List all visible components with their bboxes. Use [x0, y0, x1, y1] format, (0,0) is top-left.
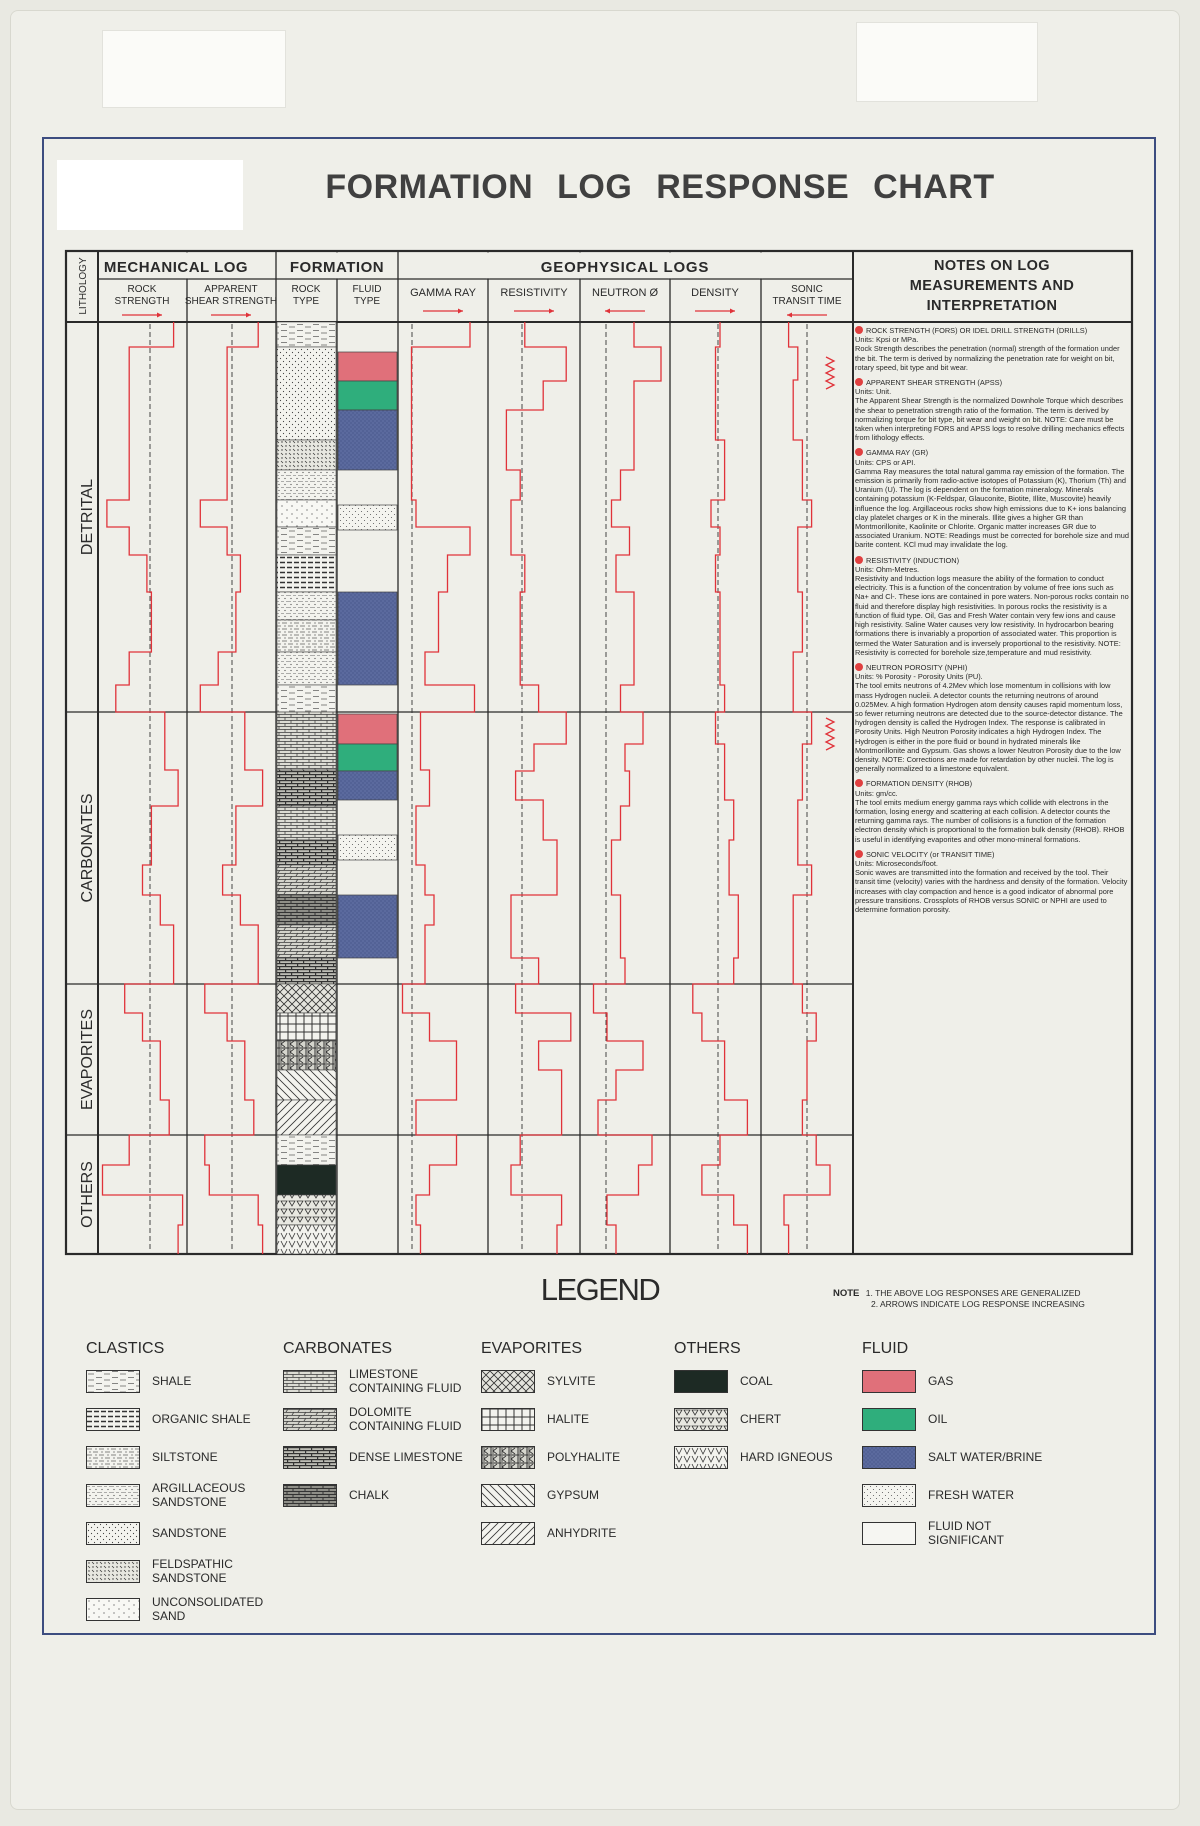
note-6	[855, 850, 1129, 914]
legend-item	[86, 1400, 282, 1438]
notes-header-line-2: INTERPRETATION	[926, 298, 1058, 314]
rock-band-argsand	[277, 652, 336, 685]
rock-band-gypsum	[277, 1070, 336, 1100]
note-body: Gamma Ray measures the total natural gamma ray emission of the formation. The emission is primarily from radio-active isotopes of Potassium (K), Thorium (Th) and Uranium (U). The log is dependent on the formation mineralogy. Minerals containing potassium (K-Feldspar, Glauconite, Biotite, Illite, Muscovite) heavily influence the log. Argillaceous rocks show high emissions due to K+ ions balancing clay platelet charges or K in the minerals. Illite gives a higher GR than Montmorillonite, Kaolinite or Chlorite. Organic matter increases GR due to associated Uranium. NOTE: Readings must be corrected for borehole size and mud barite content. KCl mud may invalidate the log.	[855, 466, 1129, 550]
note-2	[855, 448, 1129, 549]
note-units: Units: Unit.	[855, 387, 892, 397]
note-head	[855, 850, 1129, 859]
lithology-label-carbonates: CARBONATES	[79, 793, 97, 903]
rock-band-denselime	[277, 958, 336, 984]
legend-group-carbonates	[283, 1340, 479, 1514]
legend-item	[674, 1438, 833, 1476]
lithology-header: LITHOLOGY	[78, 257, 89, 315]
fluid-band-gas	[338, 352, 397, 381]
rock-band-polyhalite	[277, 1041, 336, 1070]
note-units: Units: Kpsi or MPa.	[855, 335, 919, 345]
fluid-band-gas	[338, 714, 397, 744]
column-arrowhead-6	[605, 309, 610, 314]
legend-item	[674, 1400, 833, 1438]
legend-group-others	[674, 1340, 833, 1476]
legend-swatch-anhydrite	[481, 1522, 535, 1545]
note-title: NEUTRON POROSITY (NPHI)	[866, 662, 968, 672]
legend-swatch-polyhalite	[481, 1446, 535, 1469]
note-bullet-icon	[855, 779, 863, 787]
legend-item	[86, 1362, 282, 1400]
lithology-label-evaporites: EVAPORITES	[79, 1008, 97, 1111]
legend-swatch-chalk	[283, 1484, 337, 1507]
legend-note	[833, 1288, 1113, 1310]
geophysical-logs-header: GEOPHYSICAL LOGS	[540, 259, 710, 276]
note-units: Units: Microseconds/foot.	[855, 858, 938, 868]
legend-swatch-dolomite	[283, 1408, 337, 1431]
log-curve-5	[403, 322, 475, 1254]
rock-band-orgshale	[277, 555, 336, 592]
legend-label: SYLVITE	[547, 1374, 596, 1388]
note-bullet-icon	[855, 663, 863, 671]
legend-swatch-oil	[862, 1408, 916, 1431]
legend-label: CHALK	[349, 1488, 390, 1502]
note-title: FORMATION DENSITY (RHOB)	[866, 779, 973, 789]
rock-band-halite	[277, 1013, 336, 1041]
legend-label: HALITE	[547, 1412, 590, 1426]
rock-band-argsand	[277, 592, 336, 620]
legend-swatch-orgshale	[86, 1408, 140, 1431]
legend-label: OIL	[928, 1412, 948, 1426]
legend-note-2: 2. ARROWS INDICATE LOG RESPONSE INCREASING	[871, 1299, 1085, 1309]
note-title: APPARENT SHEAR STRENGTH (APSS)	[866, 378, 1003, 388]
legend-item	[862, 1476, 1058, 1514]
rock-band-denselime	[277, 770, 336, 806]
note-bullet-icon	[855, 326, 863, 334]
column-arrowhead-0	[157, 313, 162, 318]
legend-swatch-none	[862, 1522, 916, 1545]
note-1	[855, 378, 1129, 442]
formation-header: FORMATION	[289, 259, 385, 276]
legend-swatch-argsand	[86, 1484, 140, 1507]
legend-note-1: 1. THE ABOVE LOG RESPONSES ARE GENERALIZED	[865, 1288, 1081, 1298]
mechanical-log-header: MECHANICAL LOG	[103, 259, 249, 276]
note-title: ROCK STRENGTH (FORS) OR IDEL DRILL STRENGTH (DRILLS)	[866, 326, 1088, 335]
fluid-band-saltwater	[338, 592, 397, 685]
legend-group-title: EVAPORITES	[481, 1340, 583, 1357]
legend-item	[283, 1476, 479, 1514]
notes-header-line-0: NOTES ON LOG	[934, 258, 1050, 274]
legend-swatch-chert	[674, 1408, 728, 1431]
column-arrowhead-4	[458, 309, 463, 314]
legend-swatch-siltstone	[86, 1446, 140, 1469]
rock-band-shale	[277, 1135, 336, 1165]
lithology-label-others: OTHERS	[79, 1161, 97, 1228]
note-3	[855, 556, 1129, 657]
column-label-0-1: STRENGTH	[114, 296, 170, 307]
legend-label: COAL	[740, 1374, 773, 1388]
note-bullet-icon	[855, 378, 863, 386]
column-label-8-0: SONIC	[791, 284, 823, 295]
legend-label: ANHYDRITE	[547, 1526, 617, 1540]
note-body: Resistivity and Induction logs measure the ability of the formation to conduct electricity. This is a function of the concentration by volume of free ions such as Na+ and Cl-. These ions are contained in pore waters. Non-porous rocks contain no fluid and therefore display high resistivities. In porous rocks the resistivity is a function of fluid type. Oil, Gas and Fresh Water contain very few ions and cause high resistivity. Saline Water causes very low resistivity. In hydrocarbon bearing formations there is invariably a proportion of associated water. This proportion is termed the Water Saturation and is inversely proportional to the resistivity. NOTE: Resistivity is corrected for borehole size,temperature and mud resistivity.	[855, 574, 1129, 657]
log-curve-1	[103, 322, 183, 1254]
legend-label: CHERT	[740, 1412, 782, 1426]
note-head	[855, 779, 1129, 788]
rock-band-dolomite	[277, 865, 336, 895]
legend-swatch-shale	[86, 1370, 140, 1393]
fluid-band-oil	[338, 744, 397, 771]
legend-swatch-feldsand	[86, 1560, 140, 1583]
legend-label: ARGILLACEOUS SANDSTONE	[152, 1481, 246, 1509]
rock-band-feldsand	[277, 440, 336, 470]
note-bullet-icon	[855, 556, 863, 564]
column-arrowhead-8	[787, 313, 792, 318]
column-label-0-0: ROCK	[127, 284, 157, 295]
legend-swatch-halite	[481, 1408, 535, 1431]
rock-band-sylvite	[277, 984, 336, 1013]
rock-band-limestone	[277, 806, 336, 840]
legend-item	[862, 1514, 1058, 1552]
legend-label: LIMESTONE CONTAINING FLUID	[349, 1367, 462, 1395]
lithology-label-detrital: DETRITAL	[79, 478, 97, 556]
fluid-band-saltwater	[338, 410, 397, 470]
legend-label: GYPSUM	[547, 1488, 600, 1502]
fluid-band-freshwater	[338, 835, 397, 860]
column-arrowhead-7	[730, 309, 735, 314]
note-bullet-icon	[855, 448, 863, 456]
note-head	[855, 448, 1129, 457]
note-units: Units: Ohm-Metres.	[855, 564, 920, 574]
column-label-3-0: FLUID	[352, 284, 382, 295]
log-curve-2	[200, 322, 262, 1254]
legend-label: HARD IGNEOUS	[740, 1450, 833, 1464]
note-body: Sonic waves are transmitted into the formation and received by the tool. Their transit time (velocity) varies with the hardness and density of the formation. Velocity increases with clay compaction and hence is a good indicator of abnormal pore pressure transitions. Crossplots of RHOB versus SONIC or NPHI are used to determine formation porosity.	[855, 868, 1128, 914]
legend-item	[862, 1438, 1058, 1476]
column-arrowhead-1	[246, 313, 251, 318]
rock-band-chert	[277, 1195, 336, 1225]
legend-item	[481, 1438, 620, 1476]
rock-band-dolomite	[277, 925, 336, 958]
note-body: The tool emits neutrons of 4.2Mev which lose momentum in collisions with low mass Hydrogen nucleii. A detector counts the returning neutrons of around 0.025Mev. A high formation Hydrogen atom density causes rapid momentum loss, so fewer returning neutrons are detected due to the source-detector distance. The hydrogen density is called the Hydrogen Index. The response is calibrated in Porosity Units. High Neutron Porosity indicates a high Hydrogen Index. The Hydrogen is either in the pore fluid or bound in hydrated minerals like Montmorillonite and Gypsum. Gas shows a lower Neutron Porosity due to the low density. NOTE: Corrections are made for retardation by other nucleii. The log is generally normalized to a limestone equivalent.	[855, 681, 1123, 774]
legend-item	[674, 1362, 833, 1400]
legend-label: ORGANIC SHALE	[152, 1412, 251, 1426]
legend-item	[481, 1476, 620, 1514]
legend-item	[86, 1514, 282, 1552]
notes-panel	[855, 326, 1129, 920]
legend-group-fluid	[862, 1340, 1058, 1552]
legend-label: FRESH WATER	[928, 1488, 1014, 1502]
legend-swatch-gas	[862, 1370, 916, 1393]
legend-group-evaporites	[481, 1340, 620, 1552]
log-curve-6	[506, 322, 570, 1254]
rock-band-anhydrite	[277, 1100, 336, 1135]
fluid-band-freshwater	[338, 505, 397, 530]
chart-title: FORMATION LOG RESPONSE CHART	[325, 168, 995, 206]
fluid-band-saltwater	[338, 771, 397, 800]
sonic-cycle-skip-0	[826, 357, 834, 389]
rock-band-argsand	[277, 470, 336, 500]
note-title: SONIC VELOCITY (or TRANSIT TIME)	[866, 849, 995, 859]
rock-band-shale	[277, 322, 336, 347]
note-title: RESISTIVITY (INDUCTION)	[866, 555, 960, 565]
legend-label: GAS	[928, 1374, 954, 1388]
legend-label: FELDSPATHIC SANDSTONE	[152, 1557, 233, 1585]
legend-note-label: NOTE	[833, 1288, 860, 1299]
legend-item	[862, 1362, 1058, 1400]
rock-band-coal	[277, 1165, 336, 1195]
note-head	[855, 663, 1129, 672]
legend-group-clastics	[86, 1340, 282, 1628]
sonic-cycle-skip-1	[826, 718, 834, 750]
legend-group-title: OTHERS	[674, 1340, 741, 1357]
note-bullet-icon	[855, 850, 863, 858]
legend-title: LEGEND	[540, 1272, 660, 1307]
column-arrowhead-5	[549, 309, 554, 314]
legend-swatch-sylvite	[481, 1370, 535, 1393]
legend-swatch-igneous	[674, 1446, 728, 1469]
legend-swatch-limestone	[283, 1370, 337, 1393]
column-label-2-0: ROCK	[291, 284, 321, 295]
rock-band-unsand	[277, 500, 336, 527]
log-curve-7	[594, 322, 662, 1254]
note-head	[855, 556, 1129, 565]
fluid-band-saltwater	[338, 895, 397, 958]
legend-item	[862, 1400, 1058, 1438]
log-curve-8	[693, 322, 748, 1254]
legend-label: SALT WATER/BRINE	[928, 1450, 1043, 1464]
note-head	[855, 378, 1129, 387]
legend-swatch-freshwater	[862, 1484, 916, 1507]
legend-group-title: CARBONATES	[283, 1340, 393, 1357]
legend-item	[86, 1552, 282, 1590]
legend-label: SILTSTONE	[152, 1450, 218, 1464]
rock-band-siltstone	[277, 620, 336, 652]
legend-group-title: FLUID	[862, 1340, 909, 1357]
legend-item	[481, 1400, 620, 1438]
legend-swatch-saltwater	[862, 1446, 916, 1469]
column-label-7-0: DENSITY	[691, 287, 739, 299]
legend-item	[283, 1400, 479, 1438]
column-label-2-1: TYPE	[292, 296, 320, 307]
legend-item	[86, 1590, 282, 1628]
note-head	[855, 326, 1129, 335]
note-5	[855, 779, 1129, 843]
note-units: Units: CPS or API.	[855, 457, 916, 467]
column-label-1-1: SHEAR STRENGTH	[184, 296, 278, 307]
legend-item	[481, 1362, 620, 1400]
note-body: Rock Strength describes the penetration (normal) strength of the formation under the bit. The term is derived by normalizing the penetration rate for weight on bit, rotary speed, bit type and bit wear.	[855, 344, 1120, 372]
legend-item	[86, 1476, 282, 1514]
column-label-5-0: RESISTIVITY	[500, 287, 568, 299]
note-units: Units: gm/cc.	[855, 788, 898, 798]
notes-header-line-1: MEASUREMENTS AND	[909, 278, 1075, 294]
note-units: Units: % Porosity - Porosity Units (PU).	[855, 672, 983, 682]
column-label-1-0: APPARENT	[204, 284, 258, 295]
fluid-band-oil	[338, 381, 397, 410]
legend-swatch-denselime	[283, 1446, 337, 1469]
column-label-8-1: TRANSIT TIME	[772, 296, 842, 307]
legend-item	[283, 1362, 479, 1400]
legend-group-title: CLASTICS	[86, 1340, 165, 1357]
legend-item	[283, 1438, 479, 1476]
legend-item	[481, 1514, 620, 1552]
legend-label: DENSE LIMESTONE	[349, 1450, 463, 1464]
legend-swatch-unsand	[86, 1598, 140, 1621]
legend-label: SANDSTONE	[152, 1526, 227, 1540]
legend-swatch-coal	[674, 1370, 728, 1393]
legend-item	[86, 1438, 282, 1476]
legend-label: POLYHALITE	[547, 1450, 621, 1464]
legend-label: DOLOMITE CONTAINING FLUID	[349, 1405, 462, 1433]
note-body: The Apparent Shear Strength is the normalized Downhole Torque which describes the shear to penetration strength ratio of the formation. The term is derived by normalizing torque for bit type, bit wear and weight on bit. NOTE: Care must be taken when interpreting FORS and APSS logs to resolve drilling mechanics effects from lithology effects.	[855, 396, 1125, 443]
rock-band-shale	[277, 527, 336, 555]
column-label-4-0: GAMMA RAY	[410, 287, 476, 299]
rock-band-sandstone	[277, 347, 336, 440]
note-4	[855, 663, 1129, 773]
rock-band-chalk	[277, 895, 336, 925]
column-label-6-0: NEUTRON Ø	[592, 287, 658, 299]
note-title: GAMMA RAY (GR)	[866, 448, 929, 458]
legend-label: SHALE	[152, 1374, 192, 1388]
column-label-3-1: TYPE	[353, 296, 381, 307]
note-0	[855, 326, 1129, 372]
note-body: The tool emits medium energy gamma rays which collide with electrons in the formation, losing energy and scattering at each collision. A detector counts the returning gamma rays. The number of collisions is a function of the formation electron density which is proportional to the formation bulk density (RHOB). RHOB is useful in identifying evaporites and other mono-mineral formations.	[855, 797, 1125, 844]
rock-band-shale	[277, 685, 336, 712]
legend-swatch-gypsum	[481, 1484, 535, 1507]
rock-band-igneous	[277, 1225, 336, 1254]
rock-band-denselime	[277, 840, 336, 865]
legend-label: UNCONSOLIDATED SAND	[152, 1595, 264, 1623]
legend-label: FLUID NOT SIGNIFICANT	[928, 1519, 1005, 1547]
legend-swatch-sandstone	[86, 1522, 140, 1545]
rock-band-limestone	[277, 712, 336, 770]
